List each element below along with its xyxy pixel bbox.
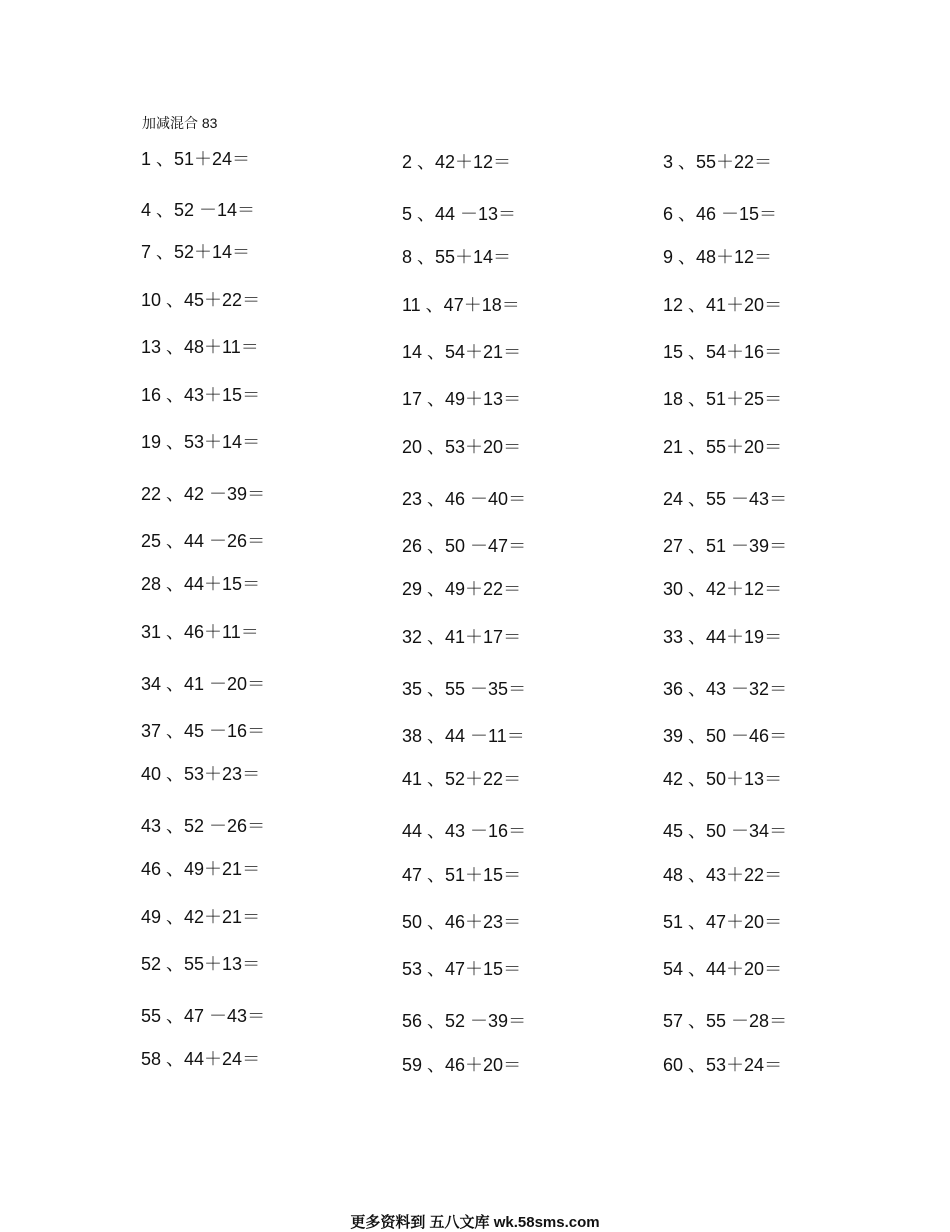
problem-item: 41 、52＋22＝ bbox=[402, 769, 522, 789]
problem-item: 16 、43＋15＝ bbox=[141, 385, 261, 405]
problem-item: 52 、55＋13＝ bbox=[141, 954, 261, 974]
problem-item: 9 、48＋12＝ bbox=[663, 247, 773, 267]
problem-item: 37 、45 －16＝ bbox=[141, 721, 266, 741]
problem-item: 11 、47＋18＝ bbox=[402, 295, 520, 315]
problem-item: 22 、42 －39＝ bbox=[141, 484, 266, 504]
problem-item: 53 、47＋15＝ bbox=[402, 959, 522, 979]
problem-item: 13 、48＋11＝ bbox=[141, 337, 259, 357]
problem-item: 57 、55 －28＝ bbox=[663, 1011, 788, 1031]
footer-text: 更多资料到 五八文库 wk.58sms.com bbox=[350, 1214, 600, 1231]
problem-item: 38 、44 －11＝ bbox=[402, 726, 525, 746]
problem-item: 40 、53＋23＝ bbox=[141, 764, 261, 784]
problem-item: 51 、47＋20＝ bbox=[663, 912, 783, 932]
problem-item: 42 、50＋13＝ bbox=[663, 769, 783, 789]
problem-item: 15 、54＋16＝ bbox=[663, 342, 783, 362]
problem-item: 46 、49＋21＝ bbox=[141, 859, 261, 879]
problem-item: 6 、46 －15＝ bbox=[663, 204, 778, 224]
problem-item: 5 、44 －13＝ bbox=[402, 204, 517, 224]
problem-item: 45 、50 －34＝ bbox=[663, 821, 788, 841]
problem-item: 48 、43＋22＝ bbox=[663, 865, 783, 885]
problem-item: 21 、55＋20＝ bbox=[663, 437, 783, 457]
problem-item: 43 、52 －26＝ bbox=[141, 816, 266, 836]
problem-item: 3 、55＋22＝ bbox=[663, 152, 773, 172]
problem-item: 18 、51＋25＝ bbox=[663, 389, 783, 409]
problem-item: 19 、53＋14＝ bbox=[141, 432, 261, 452]
problem-item: 44 、43 －16＝ bbox=[402, 821, 527, 841]
problem-item: 14 、54＋21＝ bbox=[402, 342, 522, 362]
problem-item: 24 、55 －43＝ bbox=[663, 489, 788, 509]
problem-item: 23 、46 －40＝ bbox=[402, 489, 527, 509]
problem-item: 26 、50 －47＝ bbox=[402, 536, 527, 556]
problem-item: 2 、42＋12＝ bbox=[402, 152, 512, 172]
problem-item: 1 、51＋24＝ bbox=[141, 149, 251, 169]
problem-item: 54 、44＋20＝ bbox=[663, 959, 783, 979]
problem-item: 10 、45＋22＝ bbox=[141, 290, 261, 310]
problem-item: 12 、41＋20＝ bbox=[663, 295, 783, 315]
problem-item: 17 、49＋13＝ bbox=[402, 389, 522, 409]
problem-item: 60 、53＋24＝ bbox=[663, 1055, 783, 1075]
problem-item: 7 、52＋14＝ bbox=[141, 242, 251, 262]
problem-item: 36 、43 －32＝ bbox=[663, 679, 788, 699]
problem-item: 50 、46＋23＝ bbox=[402, 912, 522, 932]
problem-item: 55 、47 －43＝ bbox=[141, 1006, 266, 1026]
problem-item: 39 、50 －46＝ bbox=[663, 726, 788, 746]
problem-item: 58 、44＋24＝ bbox=[141, 1049, 261, 1069]
problem-item: 4 、52 －14＝ bbox=[141, 200, 256, 220]
problem-item: 28 、44＋15＝ bbox=[141, 574, 261, 594]
problem-item: 27 、51 －39＝ bbox=[663, 536, 788, 556]
problem-item: 47 、51＋15＝ bbox=[402, 865, 522, 885]
problem-item: 25 、44 －26＝ bbox=[141, 531, 266, 551]
problem-item: 35 、55 －35＝ bbox=[402, 679, 527, 699]
problem-item: 56 、52 －39＝ bbox=[402, 1011, 527, 1031]
problem-item: 33 、44＋19＝ bbox=[663, 627, 783, 647]
problem-item: 31 、46＋11＝ bbox=[141, 622, 259, 642]
problem-item: 32 、41＋17＝ bbox=[402, 627, 522, 647]
problem-item: 49 、42＋21＝ bbox=[141, 907, 261, 927]
worksheet-title: 加减混合 83 bbox=[142, 115, 218, 131]
problem-item: 30 、42＋12＝ bbox=[663, 579, 783, 599]
problem-item: 34 、41 －20＝ bbox=[141, 674, 266, 694]
problem-item: 8 、55＋14＝ bbox=[402, 247, 512, 267]
problem-item: 29 、49＋22＝ bbox=[402, 579, 522, 599]
problem-item: 59 、46＋20＝ bbox=[402, 1055, 522, 1075]
problem-item: 20 、53＋20＝ bbox=[402, 437, 522, 457]
